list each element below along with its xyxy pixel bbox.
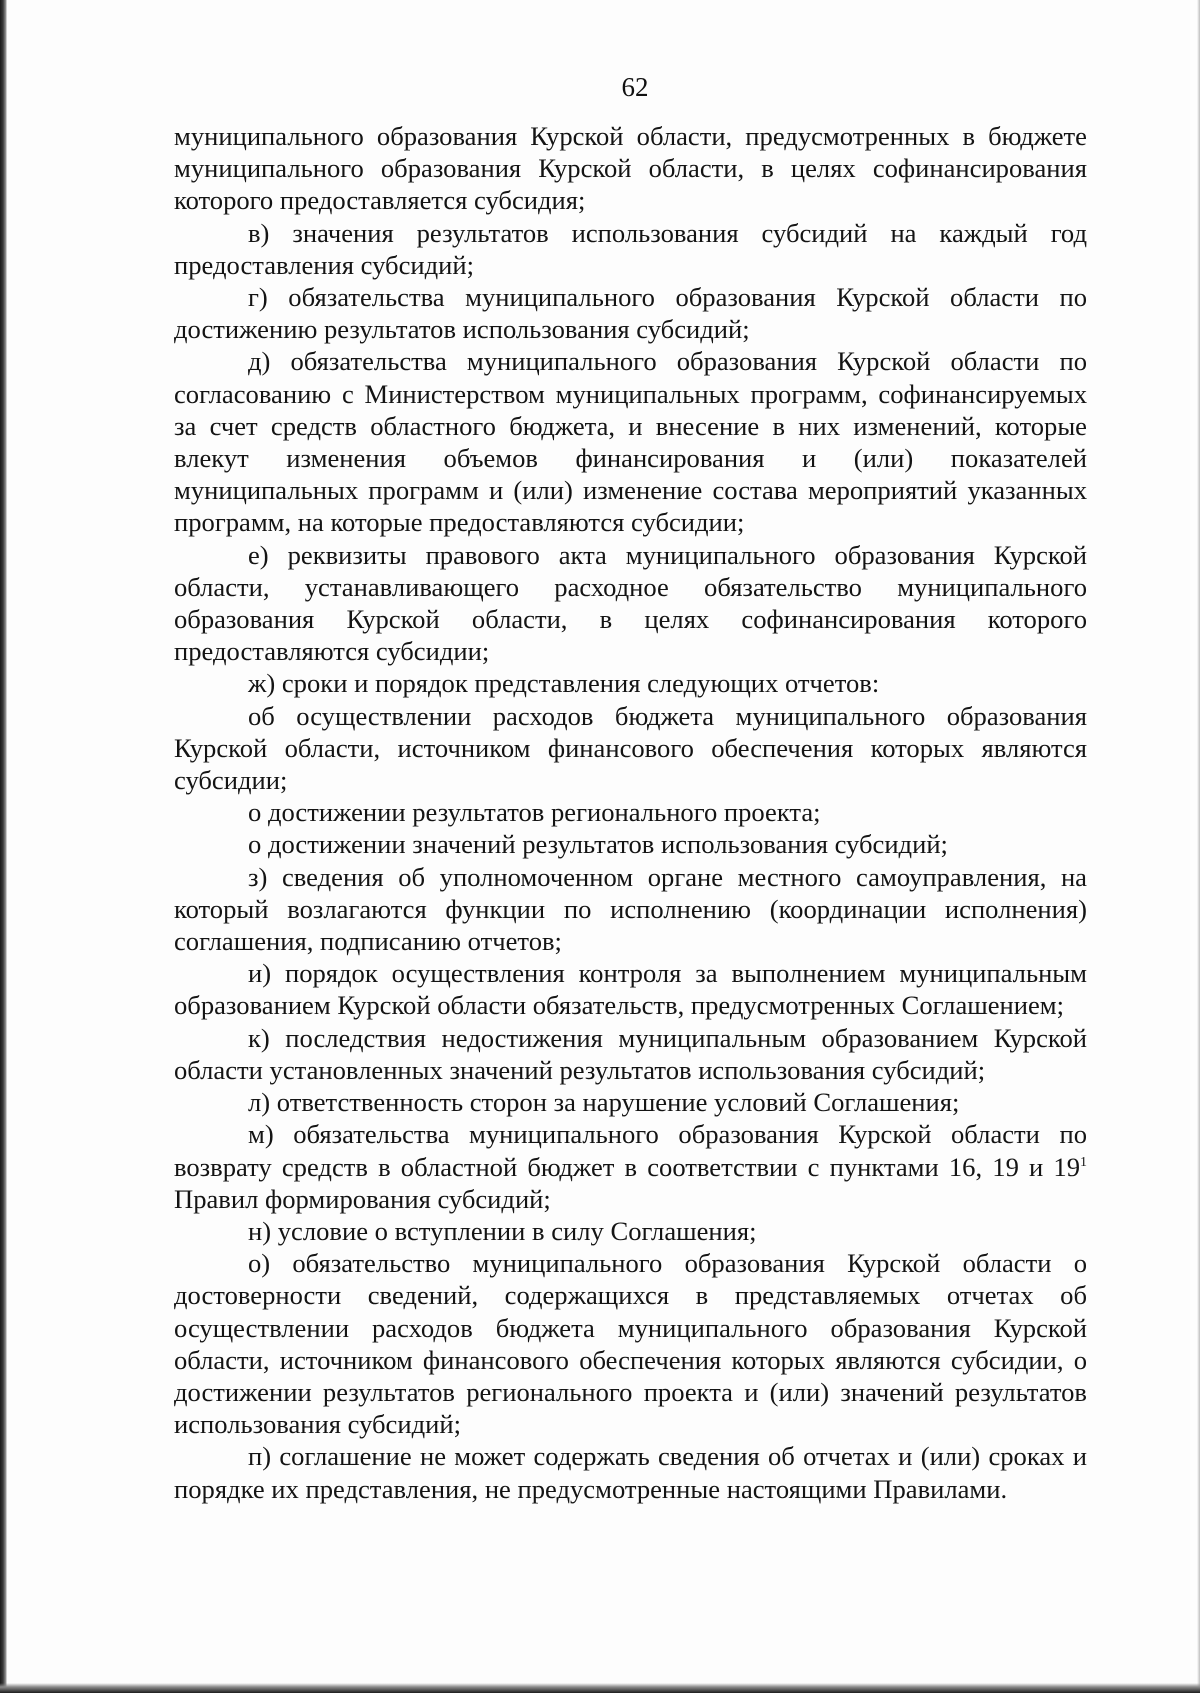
paragraph-v: в) значения результатов использования субсидий на каждый год предоставления субсидий;: [174, 217, 1087, 280]
paragraph-zh-item-2: о достижении результатов регионального проекта;: [248, 797, 821, 828]
paragraph-n: н) условие о вступлении в силу Соглашения;: [248, 1215, 757, 1246]
scan-edge-bottom: [0, 1683, 1200, 1693]
paragraph-z: з) сведения об уполномоченном органе местного самоуправления, на который возлагаются функции по исполнению (координации исполнения) соглашения, подписанию отчетов;: [174, 861, 1087, 957]
page-number: 62: [621, 72, 649, 102]
paragraph-d: д) обязательства муниципального образования Курской области по согласованию с Министерством муниципальных программ, софинансируемых за счет средств областного бюджета, и внесение в них изменений, которые влекут изменения объемов финансирования и (или) показателей муниципальных программ и (или) изменение состава мероприятий указанных программ, на которые предоставляются субсидии;: [174, 346, 1087, 538]
paragraph-continuation: муниципального образования Курской области, предусмотренных в бюджете муниципального образования Курской области, в целях софинансирования которого предоставляется субсидия;: [174, 121, 1087, 216]
paragraph-l: л) ответственность сторон за нарушение условий Соглашения;: [248, 1087, 960, 1118]
paragraph-zh-item-1: об осуществлении расходов бюджета муниципального образования Курской области, источником финансового обеспечения которых являются субсидии;: [174, 700, 1087, 796]
paragraph-i: и) порядок осуществления контроля за выполнением муниципальным образованием Курской области обязательств, предусмотренных Соглашением;: [174, 958, 1087, 1021]
paragraph-m-tail: Правил формирования субсидий;: [174, 1183, 551, 1214]
paragraph-zh: ж) сроки и порядок представления следующих отчетов:: [248, 668, 880, 699]
scan-edge-left: [0, 0, 7, 1693]
paragraph-o: о) обязательство муниципального образования Курской области о достоверности сведений, содержащихся в представляемых отчетах об осуществлении расходов бюджета муниципального образования Курской области, источником финансового обеспечения которых являются субсидии, о достижении результатов регионального проекта и (или) значений результатов использования субсидий;: [174, 1248, 1087, 1440]
paragraph-zh-item-3: о достижении значений результатов использования субсидий;: [248, 829, 948, 860]
paragraph-e: е) реквизиты правового акта муниципального образования Курской области, устанавливающего расходное обязательство муниципального образования Курской области, в целях софинансирования которого предоставляются субсидии;: [174, 539, 1087, 667]
paragraph-g: г) обязательства муниципального образования Курской области по достижению результатов использования субсидий;: [174, 282, 1087, 345]
paragraph-m-text: м) обязательства муниципального образования Курской области по возврату средств в областной бюджет в соответствии с пунктами 16, 19 и 19: [174, 1119, 1087, 1182]
paragraph-p: п) соглашение не может содержать сведения об отчетах и (или) сроках и порядке их представления, не предусмотренные настоящими Правилами.: [174, 1441, 1087, 1504]
paragraph-m: [174, 1118, 1087, 1215]
paragraph-k: к) последствия недостижения муниципальным образованием Курской области установленных значений результатов использования субсидий;: [174, 1022, 1087, 1085]
paragraph-m-superscript: 1: [1080, 1154, 1087, 1170]
document-body: [174, 120, 1087, 1505]
